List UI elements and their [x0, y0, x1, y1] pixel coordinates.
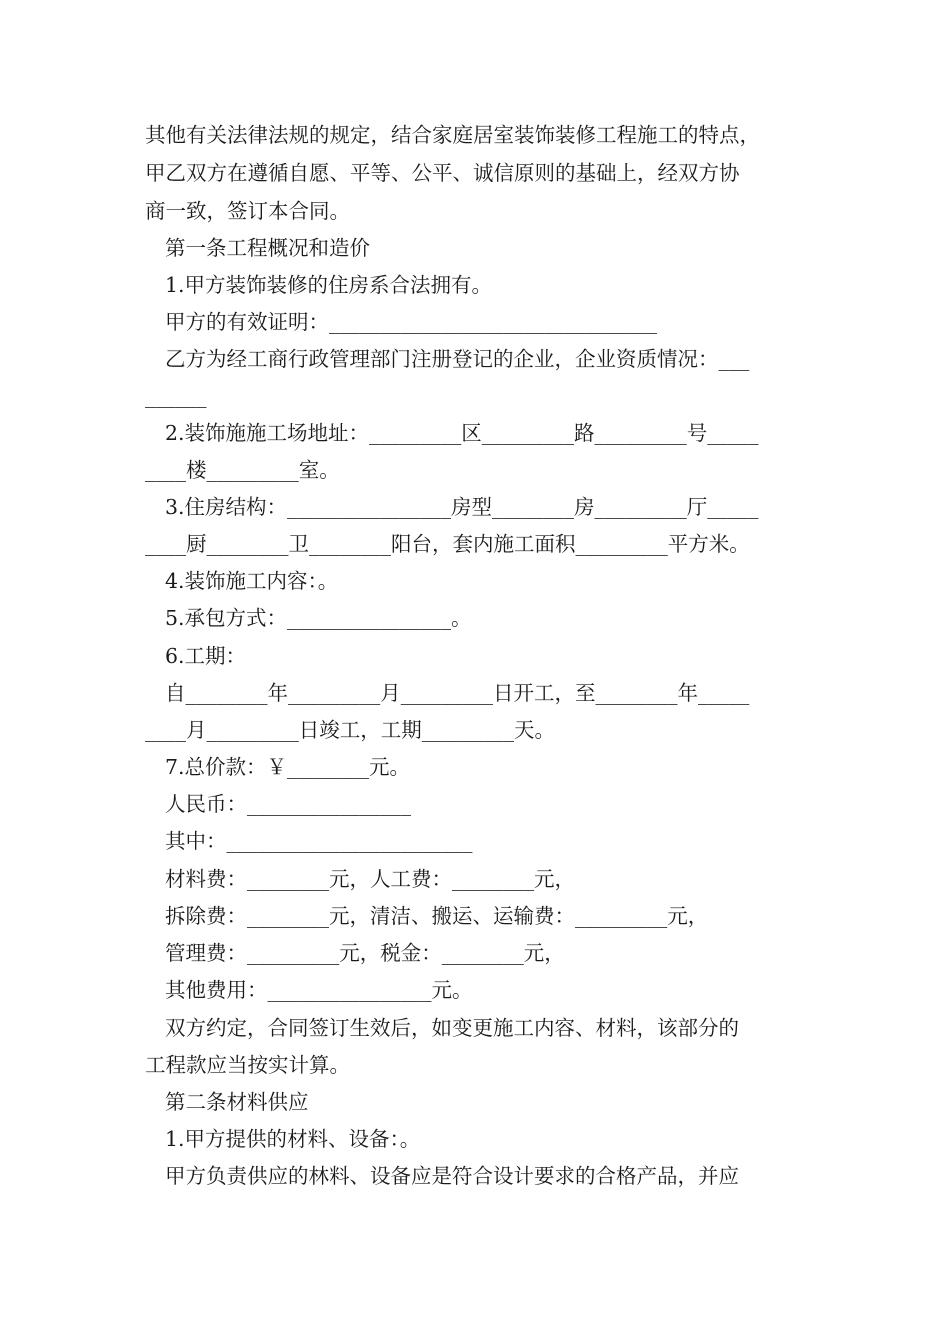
text-line: ____月_________日竣工，工期_________天。 — [145, 718, 555, 742]
text-line: 其他有关法律法规的规定，结合家庭居室装饰装修工程施工的特点， — [145, 123, 760, 147]
text-line: 其他费用：________________元。 — [165, 978, 473, 1002]
section-heading: 第二条材料供应 — [165, 1090, 309, 1114]
text-line: 双方约定，合同签订生效后，如变更施工内容、材料，该部分的 — [165, 1016, 739, 1040]
text-line: 人民币：________________ — [165, 792, 411, 816]
text-line: 4.装饰施工内容：。 — [165, 569, 339, 593]
text-line: 7.总价款：￥________元。 — [165, 755, 411, 779]
text-line: ______ — [145, 384, 207, 408]
text-line: 2.装饰施施工场地址：_________区_________路_________号_____ — [165, 421, 759, 445]
text-line: 6.工期： — [165, 644, 247, 668]
text-line: 5.承包方式：________________。 — [165, 606, 472, 630]
text-line: 甲方的有效证明：________________________________ — [165, 310, 657, 334]
text-line: 拆除费：________元，清洁、搬运、运输费：_________元， — [165, 904, 709, 928]
text-line: 自________年_________月_________日开工，至________年_____ — [165, 681, 750, 705]
text-line: 商一致，签订本合同。 — [145, 199, 350, 223]
text-line: 工程款应当按实计算。 — [145, 1053, 350, 1077]
text-line: 甲方负责供应的林料、设备应是符合设计要求的合格产品，并应 — [165, 1164, 739, 1188]
text-line: 材料费：________元，人工费：________元， — [165, 867, 575, 891]
section-heading: 第一条工程概况和造价 — [165, 236, 370, 260]
text-line: 1.甲方提供的材料、设备：。 — [165, 1127, 421, 1151]
text-line: 1.甲方装饰装修的住房系合法拥有。 — [165, 273, 493, 297]
text-line: ____楼_________室。 — [145, 458, 340, 482]
text-line: 乙方为经工商行政管理部门注册登记的企业，企业资质情况：___ — [165, 347, 750, 371]
text-line: 其中：________________________ — [165, 829, 473, 853]
text-line: 甲乙双方在遵循自愿、平等、公平、诚信原则的基础上，经双方协 — [145, 161, 740, 185]
text-line: ____厨________卫________阳台，套内施工面积_________平方米。 — [145, 532, 750, 556]
text-line: 3.住房结构：________________房型________房_________厅_____ — [165, 495, 759, 519]
text-line: 管理费：_________元，税金：________元， — [165, 941, 565, 965]
